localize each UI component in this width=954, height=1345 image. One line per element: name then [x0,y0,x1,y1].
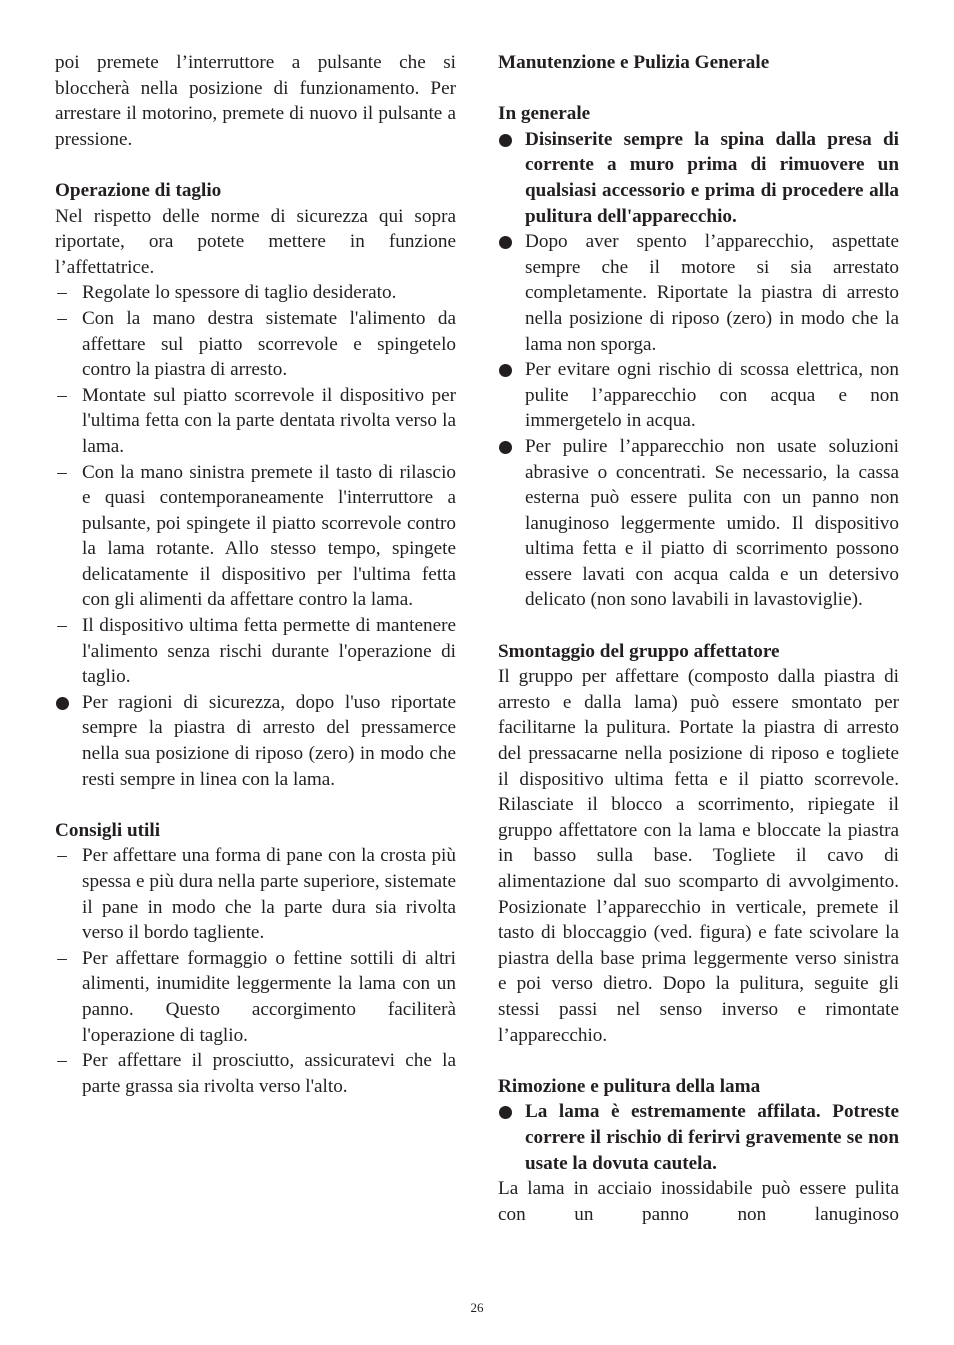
cutting-step [55,460,456,614]
bullet-icon [56,697,69,710]
maintenance-item-text: Per pulire l’apparecchio non usate soluzioni abrasive o concentrati. Se necessario, la cassa esterna può essere pulita con un panno non lanuginoso leggermente umido. Il dispositivo ultima fetta e il piatto di scorrimento possono essere lavati con acqua calda e un detersivo delicato (non sono lavabili in lavastoviglie). [525,435,899,611]
cutting-heading: Operazione di taglio [55,179,222,201]
cutting-step-text: Regolate lo spessore di taglio desiderato. [82,282,397,304]
bullet-icon [499,236,512,249]
dash-marker: – [57,307,67,329]
maintenance-item-text: Disinserite sempre la spina dalla presa di corrente a muro prima di rimuovere un qualsiasi accessorio e prima di procedere alla pulitura dell'apparecchio. [525,128,899,227]
cutting-step [55,383,456,460]
cutting-step [55,613,456,690]
blade-body: La lama in acciaio inossidabile può essere pulita con un panno non lanuginoso [498,1178,899,1225]
cutting-step-text: Con la mano destra sistemate l'alimento da affettare sul piatto scorrevole e spingetelo contro la piastra di arresto. [82,307,456,381]
tip-text: Per affettare il prosciutto, assicuratevi che la parte grassa sia rivolta verso l'alto. [82,1050,456,1097]
tip-item [55,1048,456,1099]
cutting-step-text: Con la mano sinistra premete il tasto di rilascio e quasi contemporaneamente l'interruttore a pulsante, poi spingete il piatto scorrevole contro la lama rotante. Allo stesso tempo, spingete delicatamente il dispositivo per l'ultima fetta con gli alimenti da affettare contro la lama. [82,461,456,611]
cutting-step-text: Il dispositivo ultima fetta permette di mantenere l'alimento senza rischi durante l'operazione di taglio. [82,615,456,688]
tip-text: Per affettare formaggio o fettine sottili di altri alimenti, inumidite leggermente la lama con un panno. Questo accorgimento faciliterà l'operazione di taglio. [82,947,456,1046]
bullet-icon [499,364,512,377]
page-number: 26 [470,1300,484,1315]
tip-text: Per affettare una forma di pane con la crosta più spessa e più dura nella parte superiore, sistemate il pane in modo che la parte dura sia rivolta verso il bordo tagliente. [82,845,456,944]
disassembly-body: Il gruppo per affettare (composto dalla piastra di arresto e dalla lama) può essere smontato per facilitarne la pulitura. Portate la piastra di arresto del pressacarne nella posizione di riposo e togliete il dispositivo ultima fetta e il piatto scorrevole. Rilasciate il blocco a scorrimento, ripiegate il gruppo affettatore con la lama e bloccate la piastra in basso sulla base. Togliete il cavo di alimentazione dal suo scomparto di avvolgimento. Posizionate l’apparecchio in verticale, premete il tasto di bloccaggio (ved. figura) e fate scivolare la piastra della base prima leggermente verso sinistra e poi verso dietro. Dopo la pulitura, seguite gli stessi passi nel senso inverso e rimontate l’apparecchio. [498,666,899,1046]
dash-marker: – [57,615,67,637]
general-subheading: In generale [498,103,591,125]
maintenance-heading: Manutenzione e Pulizia Generale [498,52,770,73]
intro-paragraph: poi premete l’interruttore a pulsante che si bloccherà nella posizione di funzionamento. Per arrestare il motorino, premete di nuovo il pulsante a pressione. [55,52,456,150]
left-column [55,50,456,1099]
dash-marker: – [57,947,67,969]
maintenance-item [498,434,899,613]
cutting-step [55,306,456,383]
safety-note [55,690,456,792]
bullet-icon [499,134,512,147]
cutting-intro: Nel rispetto delle norme di sicurezza qui sopra riportate, ora potete mettere in funzione l’affettatrice. [55,205,456,278]
cutting-step-text: Montate sul piatto scorrevole il dispositivo per l'ultima fetta con la parte dentata rivolta verso la lama. [82,384,456,457]
dash-marker: – [57,461,67,483]
maintenance-item [498,127,899,229]
safety-note-text: Per ragioni di sicurezza, dopo l'uso riportate sempre la piastra di arresto del pressamerce nella sua posizione di riposo (zero) in modo che resti sempre in linea con la lama. [82,691,456,790]
disassembly-heading: Smontaggio del gruppo affettatore [498,640,780,662]
blade-warning [498,1099,899,1176]
cutting-step [55,280,456,306]
dash-marker: – [57,845,67,867]
blade-warning-text: La lama è estremamente affilata. Potreste correre il rischio di ferirvi gravemente se non usate la dovuta cautela. [525,1101,899,1174]
tips-heading: Consigli utili [55,819,161,841]
dash-marker: – [57,384,67,406]
maintenance-item-text: Dopo aver spento l’apparecchio, aspettate sempre che il motore si sia arrestato completamente. Riportate la piastra di arresto nella posizione di riposo (zero) in modo che la lama non sporga. [525,231,899,355]
maintenance-item [498,229,899,357]
blade-heading: Rimozione e pulitura della lama [498,1075,761,1097]
dash-marker: – [57,282,67,304]
tip-item [55,946,456,1048]
maintenance-item [498,357,899,434]
right-column [498,50,899,1227]
dash-marker: – [57,1050,67,1072]
bullet-icon [499,441,512,454]
tip-item [55,843,456,945]
maintenance-item-text: Per evitare ogni rischio di scossa elettrica, non pulite l’apparecchio con acqua e non immergetelo in acqua. [525,359,899,432]
bullet-icon [499,1106,512,1119]
